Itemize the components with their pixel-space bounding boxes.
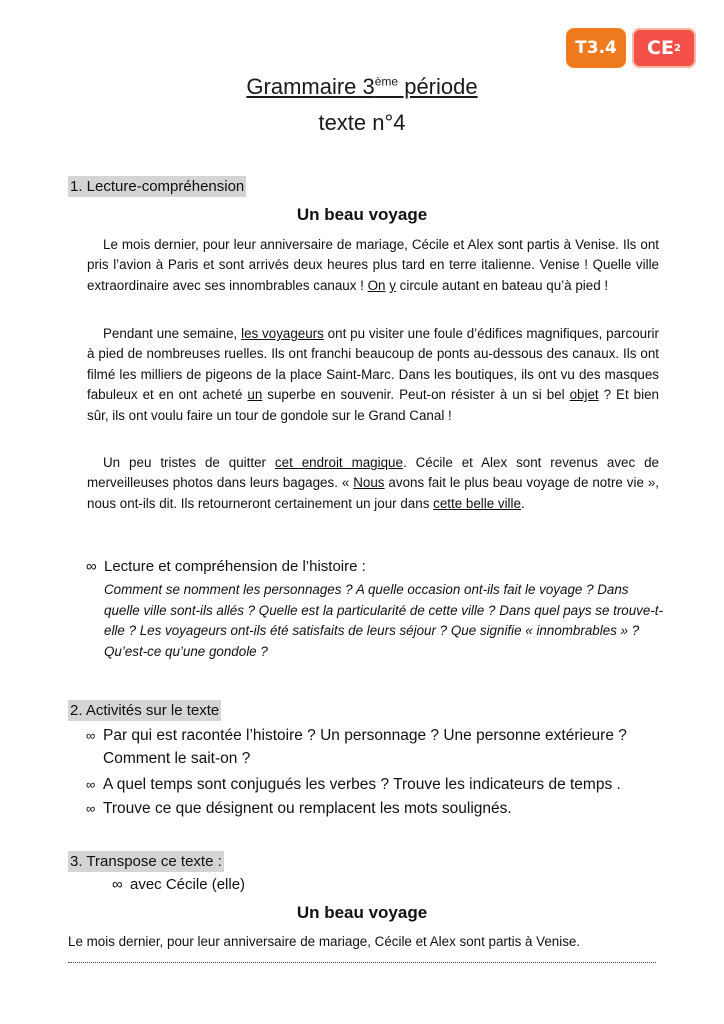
transpose-bullet: ∞ avec Cécile (elle): [112, 876, 246, 893]
level-badge: T3.4: [566, 28, 626, 68]
activity-item: ∞ A quel temps sont conjugués les verbes ? Trouve les indicateurs de temps .: [86, 776, 621, 793]
activity-item: ∞ Trouve ce que désignent ou remplacent les mots soulignés.: [86, 800, 512, 817]
paragraph-2: Pendant une semaine, les voyageurs ont pu visiter une foule d’édifices magnifiques, parcourir à pied de nombreuses ruelles. Ils ont franchi beaucoup de ponts au-dessous des canaux. Ils ont filmé les milliers de pigeons de la place Saint-Marc. Dans les boutiques, ils ont vu des masques fabuleux et en ont acheté un superbe en souvenir. Peut-on résister à un si bel objet ? Et bien sûr, ils ont voulu faire un tour de gondole sur le Grand Canal !: [87, 326, 659, 423]
answer-line: [68, 962, 656, 963]
comprehension-bullet: ∞ Lecture et compréhension de l’histoire :: [86, 558, 366, 575]
paragraph-3: Un peu tristes de quitter cet endroit magique. Cécile et Alex sont revenus avec de merveilleuses photos dans leurs bagages. « Nous avons fait le plus beau voyage de notre vie », nous ont-ils dit. Ils retourneront certainement un jour dans cette belle ville.: [87, 455, 659, 511]
section-transpose: 3. Transpose ce texte :: [70, 853, 222, 870]
section-reading: 1. Lecture-compréhension: [70, 178, 245, 195]
grade-badge: CE 2: [632, 28, 696, 68]
transpose-sentence: Le mois dernier, pour leur anniversaire de mariage, Cécile et Alex sont partis à Venise.: [68, 934, 581, 949]
story-title: Un beau voyage: [296, 205, 428, 224]
page-title: Grammaire 3ème période: [246, 74, 478, 99]
page-subtitle: texte n°4: [318, 110, 406, 135]
transpose-story-title: Un beau voyage: [296, 903, 428, 922]
section-activities: 2. Activités sur le texte: [70, 702, 220, 719]
activity-item-continued: Comment le sait-on ?: [103, 750, 251, 767]
activity-item: ∞ Par qui est racontée l’histoire ? Un personnage ? Une personne extérieure ?: [86, 727, 627, 744]
paragraph-1: Le mois dernier, pour leur anniversaire de mariage, Cécile et Alex sont partis à Venise. Ils ont pris l’avion à Paris et sont arrivés deux heures plus tard en terre italienne. Venise ! Quelle ville extraordinaire avec ses innombrables canaux ! On y circule autant en bateau qu’à pied !: [87, 237, 659, 293]
comprehension-questions: Comment se nomment les personnages ? A quelle occasion ont-ils fait le voyage ? Dans quelle ville sont-ils allés ? Quelle est la particularité de cette ville ? Dans quel pays se trouve-t-elle ? Les voyageurs ont-ils été satisfaits de leurs séjour ? Que signifie « innombrables » ? Qu’est-ce qu’une gondole ?: [104, 582, 663, 659]
